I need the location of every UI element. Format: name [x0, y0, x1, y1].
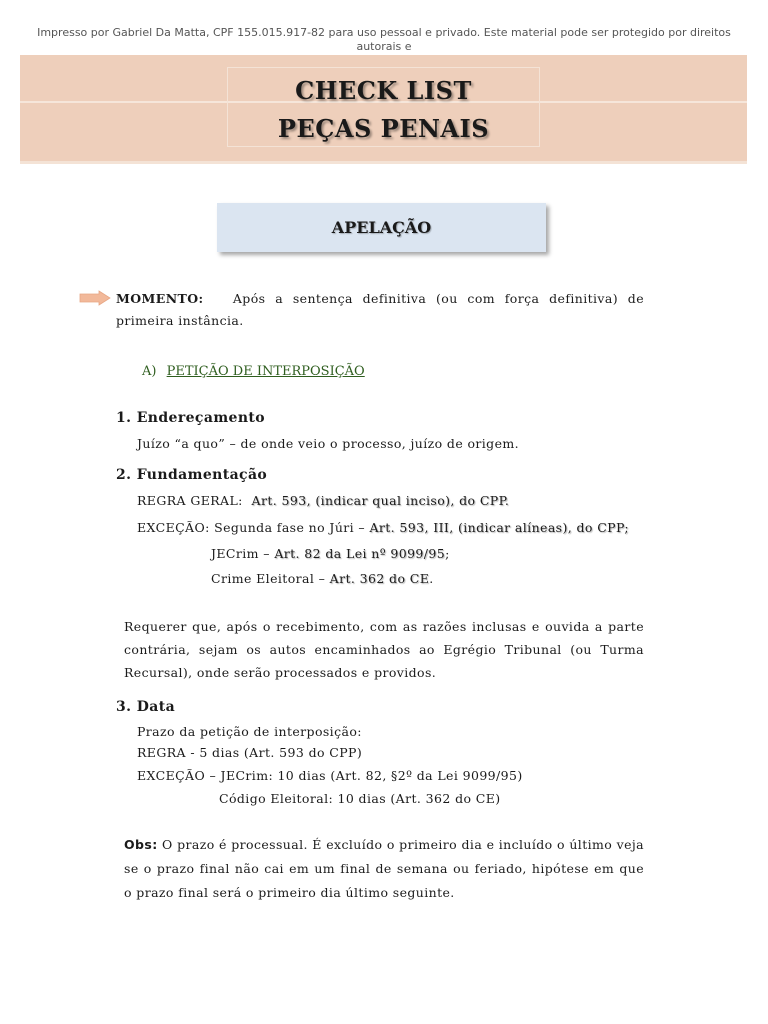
jecrim-ref: Art. 82 da Lei nº 9099/95 [274, 546, 446, 561]
excecao-line [137, 520, 629, 535]
eleitoral-end: . [429, 571, 434, 586]
item-1-text: Juízo “a quo” – de onde veio o processo, juízo de origem. [137, 436, 520, 451]
page-title-line-1: CHECK LIST [295, 76, 472, 105]
obs-paragraph [124, 833, 644, 905]
eleitoral-label: Crime Eleitoral – [211, 571, 330, 586]
regra-geral-line [137, 493, 509, 508]
eleitoral-ref: Art. 362 do CE [329, 571, 430, 586]
watermark-line-1: Impresso por Gabriel Da Matta, CPF 155.015.917-82 para uso pessoal e privado. Este material pode ser protegido por direitos autorais e [37, 26, 731, 53]
item-1-heading: 1. Endereçamento [116, 410, 266, 426]
obs-label: Obs: [124, 837, 158, 852]
subsection-a-letter: A) [142, 364, 157, 379]
header-banner [20, 55, 747, 164]
obs-text: O prazo é processual. É excluído o primeiro dia e incluído o último veja se o prazo final não cai em um final de semana ou feriado, hipótese em que o prazo final será o primeiro dia último seguinte. [124, 837, 644, 900]
subsection-a-heading [142, 364, 365, 379]
data-line-3: EXCEÇÃO – JECrim: 10 dias (Art. 82, §2º da Lei 9099/95) [137, 768, 523, 783]
data-line-4: Código Eleitoral: 10 dias (Art. 362 do CE) [219, 791, 501, 806]
data-line-2: REGRA - 5 dias (Art. 593 do CPP) [137, 745, 363, 760]
arrow-right-icon [79, 290, 111, 306]
momento-label: MOMENTO: [116, 291, 204, 306]
excecao-ref: Art. 593, III, (indicar alíneas), do CPP; [369, 520, 629, 535]
title-box [227, 67, 540, 147]
requerer-paragraph: Requerer que, após o recebimento, com as razões inclusas e ouvida a parte contrária, sejam os autos encaminhados ao Egrégio Tribunal (ou Turma Recursal), onde serão processados e providos. [124, 619, 644, 680]
page-title-line-2: PEÇAS PENAIS [277, 114, 490, 143]
regra-geral-ref: Art. 593, (indicar qual inciso), do CPP. [251, 493, 510, 508]
item-2-heading: 2. Fundamentação [116, 467, 268, 483]
eleitoral-line [211, 571, 434, 586]
subsection-a-title: PETIÇÃO DE INTERPOSIÇÃO [166, 364, 365, 379]
item-3-heading: 3. Data [116, 699, 176, 715]
section-title: APELAÇÃO [217, 203, 546, 252]
data-line-1: Prazo da petição de interposição: [137, 724, 362, 739]
excecao-label: EXCEÇÃO: Segunda fase no Júri – [137, 520, 370, 535]
momento-text: Após a sentença definitiva (ou com força definitiva) de primeira instância. [116, 291, 645, 328]
jecrim-end: ; [445, 546, 450, 561]
jecrim-label: JECrim – [211, 546, 275, 561]
momento-paragraph [116, 288, 644, 332]
jecrim-line [211, 546, 450, 561]
regra-geral-label: REGRA GERAL: [137, 493, 243, 508]
